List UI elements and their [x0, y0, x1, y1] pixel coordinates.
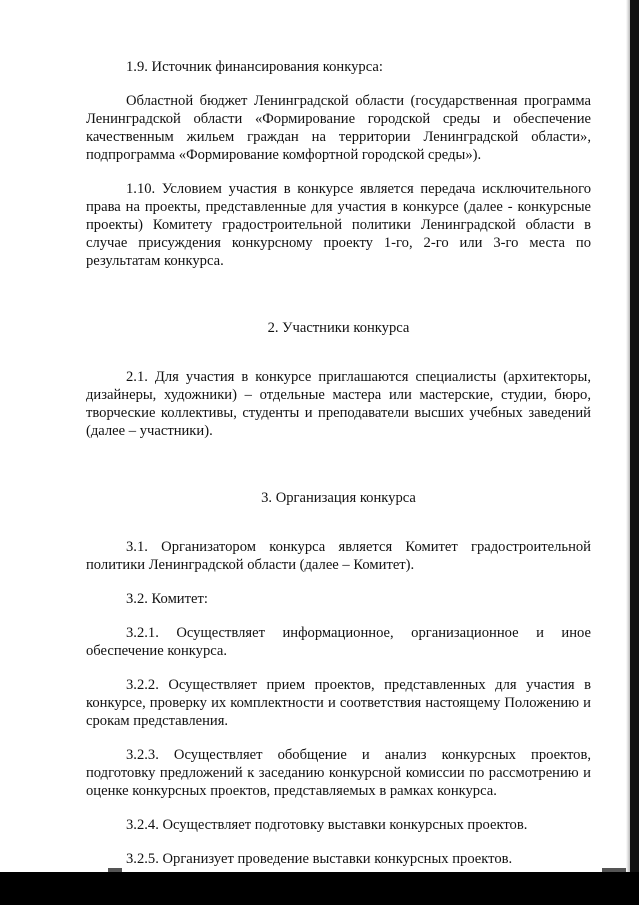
- paragraph-3-2-3: 3.2.3. Осуществляет обобщение и анализ конкурсных проектов, подготовку предложений к заседанию конкурсной комиссии по рассмотрению и оценке конкурсных проектов, представляемых в рамках конкурса.: [86, 747, 591, 799]
- document-body: [86, 58, 591, 872]
- paragraph-1-10: 1.10. Условием участия в конкурсе является передача исключительного права на проекты, представленные для участия в конкурсе (далее - конкурсные проекты) Комитету градостроительной политики Ленинградской области в случае присуждения конкурсному проекту 1-го, 2-го или 3-го места по результатам конкурса.: [86, 181, 591, 269]
- section-heading-2: 2. Участники конкурса: [267, 320, 410, 336]
- paragraph-1-9: 1.9. Источник финансирования конкурса:: [126, 59, 383, 75]
- paragraph-3-2: 3.2. Комитет:: [126, 591, 208, 607]
- paragraph-3-2-2: 3.2.2. Осуществляет прием проектов, представленных для участия в конкурсе, проверку их комплектности и соответствия настоящему Положению и срокам представления.: [86, 677, 591, 729]
- paragraph-3-2-5: 3.2.5. Организует проведение выставки конкурсных проектов.: [126, 851, 513, 867]
- section-heading-3: 3. Организация конкурса: [261, 490, 416, 506]
- paragraph-2-1: 2.1. Для участия в конкурсе приглашаются специалисты (архитекторы, дизайнеры, художники) – отдельные мастера или мастерские, студии, бюро, творческие коллективы, студенты и преподаватели высших учебных заведений (далее – участники).: [86, 369, 591, 439]
- scan-right-border: [630, 0, 639, 872]
- scan-artifact: [108, 868, 122, 872]
- paragraph-1-9-body: Областной бюджет Ленинградской области (государственная программа Ленинградской области «Формирование городской среды и обеспечение качественным жильем граждан на территории Ленинградской области», подпрограмма «Формирование комфортной городской среды»).: [86, 93, 591, 163]
- paragraph-3-1: 3.1. Организатором конкурса является Комитет градостроительной политики Ленинградской области (далее – Комитет).: [86, 539, 591, 573]
- paragraph-3-2-1: 3.2.1. Осуществляет информационное, организационное и иное обеспечение конкурса.: [86, 625, 591, 659]
- paragraph-3-2-4: 3.2.4. Осуществляет подготовку выставки конкурсных проектов.: [126, 817, 528, 833]
- scan-artifact: [602, 868, 626, 872]
- scan-bottom-artifacts: [0, 868, 639, 876]
